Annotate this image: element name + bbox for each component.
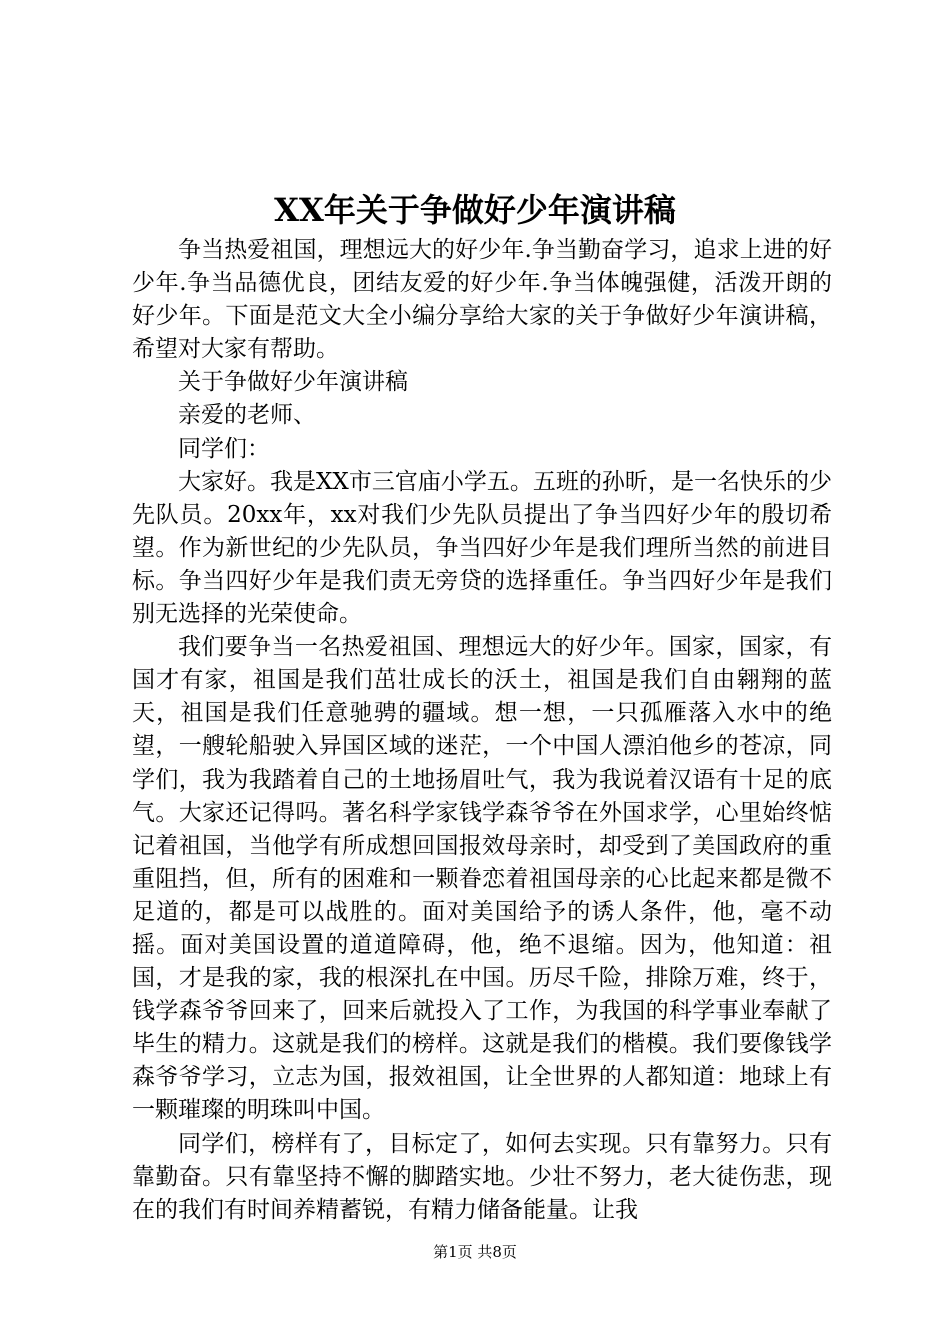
paragraph-effort: 同学们，榜样有了，目标定了，如何去实现。只有靠努力。只有靠勤奋。只有靠坚持不懈的脚踏实地。少壮不努力，老大徒伤悲，现在的我们有时间养精蓄锐，有精力储备能量。让我	[132, 1130, 832, 1223]
paragraph-subtitle: 关于争做好少年演讲稿	[178, 369, 408, 396]
document-body	[132, 234, 832, 1227]
paragraph-intro: 争当热爱祖国，理想远大的好少年.争当勤奋学习，追求上进的好少年.争当品德优良，团结友爱的好少年.争当体魄强健，活泼开朗的好少年。下面是范文大全小编分享给大家的关于争做好少年演讲稿，希望对大家有帮助。	[132, 237, 832, 363]
paragraph-salutation-teachers: 亲爱的老师、	[178, 402, 316, 429]
page-number-footer: 第1页 共8页	[433, 1243, 517, 1261]
paragraph-self-introduction: 大家好。我是XX市三官庙小学五。五班的孙昕，是一名快乐的少先队员。20xx年，xx对我们少先队员提出了争当四好少年的殷切希望。作为新世纪的少先队员，争当四好少年是我们理所当然的前进目标。争当四好少年是我们责无旁贷的选择重任。争当四好少年是我们别无选择的光荣使命。	[132, 468, 832, 628]
paragraph-love-country: 我们要争当一名热爱祖国、理想远大的好少年。国家，国家，有国才有家，祖国是我们茁壮成长的沃土，祖国是我们自由翱翔的蓝天，祖国是我们任意驰骋的疆域。想一想，一只孤雁落入水中的绝望，一艘轮船驶入异国区域的迷茫，一个中国人漂泊他乡的苍凉，同学们，我为我踏着自己的土地扬眉吐气，我为我说着汉语有十足的底气。大家还记得吗。著名科学家钱学森爷爷在外国求学，心里始终惦记着祖国，当他学有所成想回国报效母亲时，却受到了美国政府的重重阻挡，但，所有的困难和一颗眷恋着祖国母亲的心比起来都是微不足道的，都是可以战胜的。面对美国给予的诱人条件，他，毫不动摇。面对美国设置的道道障碍，他，绝不退缩。因为，他知道：祖国，才是我的家，我的根深扎在中国。历尽千险，排除万难，终于，钱学森爷爷回来了，回来后就投入了工作，为我国的科学事业奉献了毕生的精力。这就是我们的榜样。这就是我们的楷模。我们要像钱学森爷爷学习，立志为国，报效祖国，让全世界的人都知道：地球上有一颗璀璨的明珠叫中国。	[132, 634, 832, 1124]
document-title: XX年关于争做好少年演讲稿	[274, 191, 676, 229]
paragraph-salutation-students: 同学们：	[178, 435, 270, 462]
